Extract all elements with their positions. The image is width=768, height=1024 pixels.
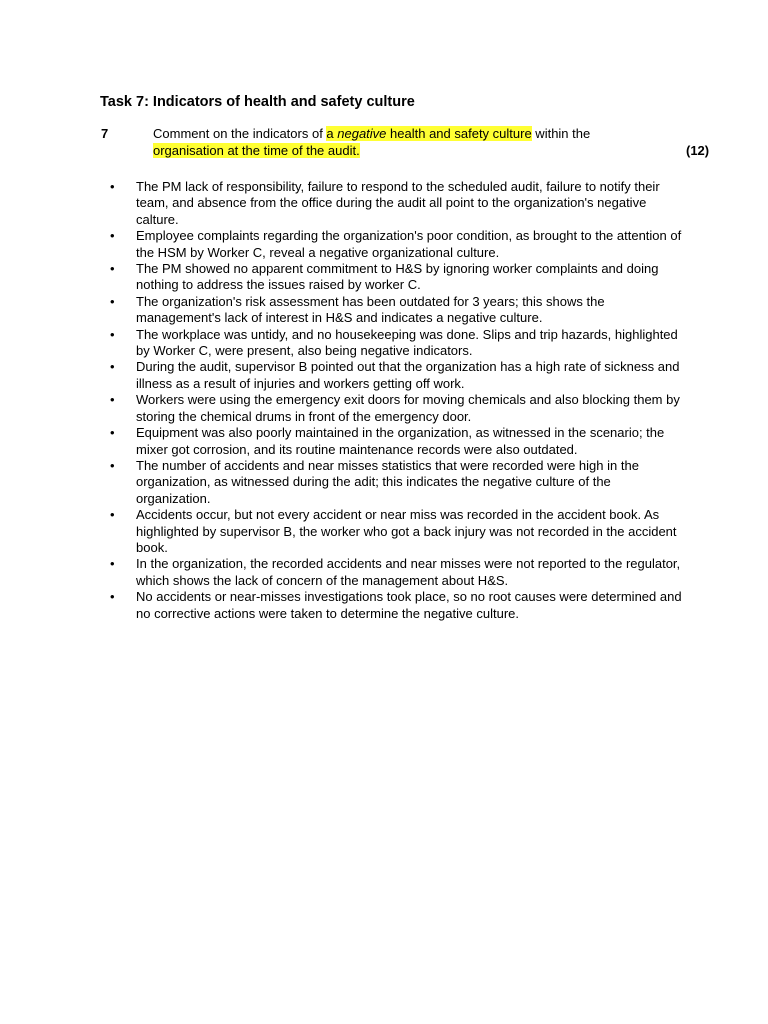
bullet-text: The workplace was untidy, and no housekeeping was done. Slips and trip hazards, highlighted by Worker C, were present, also being negative indicators. [136,326,678,359]
question-highlight-italic: negative [337,126,387,141]
answer-bullet-item [110,359,685,392]
answer-bullet-item [110,228,685,261]
bullet-text: The PM lack of responsibility, failure to respond to the scheduled audit, failure to notify their team, and absence from the office during the audit all point to the organization's negative calture. [136,179,660,227]
answer-bullet-item [110,179,685,228]
bullet-icon: • [110,359,115,375]
answer-bullet-item [110,261,685,294]
bullet-text: The PM showed no apparent commitment to H&S by ignoring worker complaints and doing nothing to address the issues raised by worker C. [136,261,659,293]
answer-bullet-item [110,425,685,458]
question-highlight-1a: a [326,126,338,141]
bullet-text: The number of accidents and near misses statistics that were recorded were high in the organization, as witnessed during the adit; this indicates the negative culture of the organization. [136,457,639,506]
question-marks: (12) [686,143,710,158]
answer-bullet-item [110,589,685,622]
bullet-icon: • [110,293,115,309]
bullet-icon: • [110,392,115,408]
answer-bullet-item [110,392,685,425]
question-text-part2: within the [531,126,591,141]
bullet-text: Employee complaints regarding the organization's poor condition, as brought to the attention of the HSM by Worker C, reveal a negative organizational culture. [136,228,682,260]
bullet-text: In the organization, the recorded accidents and near misses were not reported to the regulator, which shows the lack of concern of the management about H&S. [136,556,681,588]
answer-bullet-item [110,556,685,589]
question-text-part1: Comment on the indicators of [153,126,327,141]
question-number: 7 [101,126,109,141]
bullet-icon: • [110,556,115,572]
bullet-icon: • [110,425,115,441]
answer-bullet-item [110,458,685,507]
bullet-text: No accidents or near-misses investigations took place, so no root causes were determined and no corrective actions were taken to determine the negative culture. [136,589,682,621]
question-highlight-1b: health and safety culture [386,126,532,141]
bullet-text: The organization's risk assessment has been outdated for 3 years; this shows the management's lack of interest in H&S and indicates a negative culture. [136,293,605,326]
bullet-icon: • [110,589,115,605]
bullet-icon: • [110,179,115,194]
bullet-text: Equipment was also poorly maintained in the organization, as witnessed in the scenario; the mixer got corrosion, and its routine maintenance records were also outdated. [136,425,665,457]
bullet-icon: • [110,261,115,277]
bullet-icon: • [110,457,115,473]
task-title: Task 7: Indicators of health and safety culture [100,94,415,110]
bullet-text: During the audit, supervisor B pointed out that the organization has a high rate of sickness and illness as a result of injuries and workers getting off work. [136,359,680,391]
bullet-text: Workers were using the emergency exit doors for moving chemicals and also blocking them by storing the chemical drums in front of the emergency door. [136,392,680,424]
bullet-icon: • [110,228,115,244]
bullet-icon: • [110,507,115,523]
answer-bullet-list [110,179,685,622]
question-highlight-2: organisation at the time of the audit. [153,142,360,158]
question-highlight-1 [326,126,531,141]
question-text [153,126,653,159]
answer-bullet-item [110,507,685,556]
bullet-icon: • [110,326,115,342]
answer-bullet-item [110,294,685,327]
bullet-text: Accidents occur, but not every accident or near miss was recorded in the accident book. As highlighted by supervisor B, the worker who got a back injury was not recorded in the accident book. [136,507,677,555]
answer-bullet-item [110,327,685,360]
